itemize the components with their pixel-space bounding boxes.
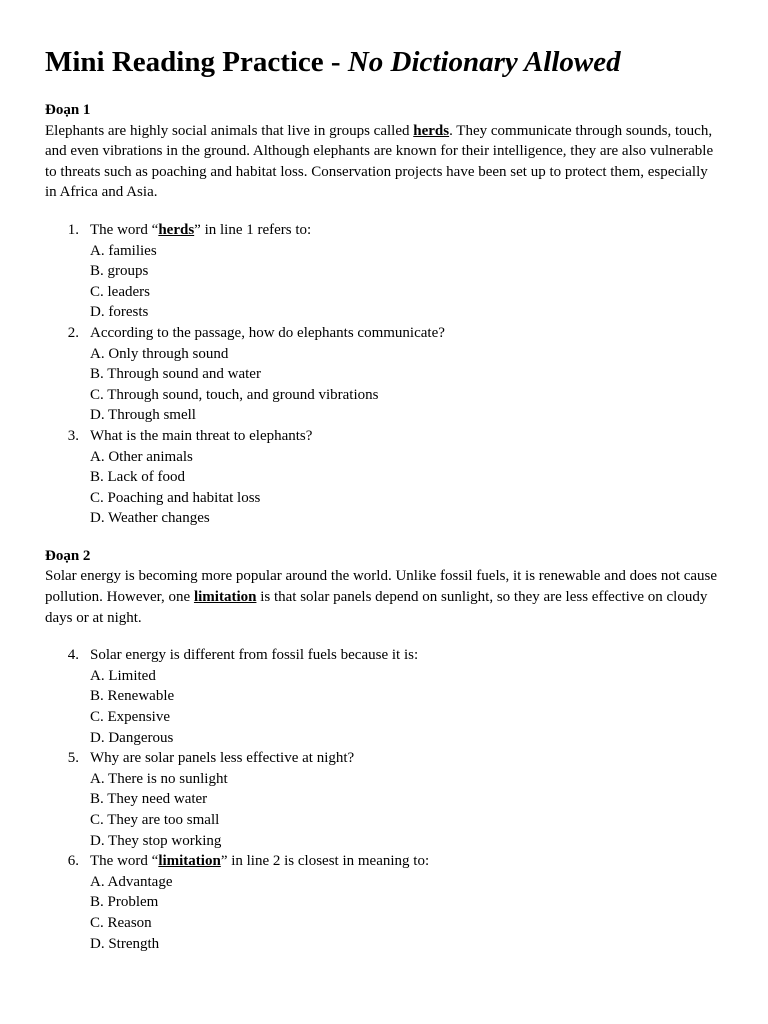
answer-option: C. Poaching and habitat loss <box>90 489 261 506</box>
question-item <box>45 220 723 323</box>
answer-option: B. Lack of food <box>90 469 185 486</box>
answer-option: A. There is no sunlight <box>90 770 228 787</box>
passage <box>45 566 723 628</box>
question-text: According to the passage, how do elephants communicate? <box>90 324 445 341</box>
title-main: Mini Reading Practice - <box>45 46 348 78</box>
answer-option: B. Through sound and water <box>90 366 261 383</box>
passage-text: Solar energy is becoming more popular around the world. Unlike fossil fuels, it is renewable and does not cause pollution. However, one <box>45 568 718 606</box>
question-text-part: The word “ <box>90 853 159 870</box>
answer-option: A. Advantage <box>90 873 173 890</box>
passage <box>45 121 723 203</box>
question-number: 2. <box>67 324 79 341</box>
question-text-part: ” in line 2 is closest in meaning to: <box>220 853 430 870</box>
section-heading: Đoạn 2 <box>45 547 91 564</box>
passage-text: . They communicate through sounds, touch, and even vibrations in the ground. Although elephants are known for their intelligence, they are also vulnerable to threats such as poaching and habitat loss. Conservation projects have been set up to protect them, especially in Africa and Asia. <box>45 122 714 201</box>
section-heading: Đoạn 1 <box>45 102 91 118</box>
answer-option: A. Other animals <box>90 448 193 465</box>
question-number: 4. <box>67 647 79 664</box>
answer-option: B. Problem <box>90 894 159 911</box>
question-keyword: limitation <box>158 853 221 870</box>
answer-option: C. Through sound, touch, and ground vibrations <box>90 386 379 403</box>
answer-option: C. They are too small <box>90 812 220 828</box>
page-title <box>45 44 723 80</box>
question-list <box>45 645 723 954</box>
title-italic: No Dictionary Allowed <box>347 46 621 78</box>
question-text <box>90 222 311 238</box>
question-text: What is the main threat to elephants? <box>90 427 313 444</box>
question-item <box>45 748 723 851</box>
passage-keyword: herds <box>413 122 450 139</box>
question-number: 5. <box>67 750 79 767</box>
question-number: 6. <box>67 853 79 870</box>
answer-option: A. Limited <box>90 667 156 684</box>
passage-keyword: limitation <box>193 589 257 606</box>
passage-text: Elephants are highly social animals that live in groups called <box>45 122 414 139</box>
question-text: Solar energy is different from fossil fuels because it is: <box>90 647 419 664</box>
question-text-part: ” in line 1 refers to: <box>194 221 312 238</box>
answer-option: D. Dangerous <box>90 729 174 746</box>
answer-option: C. Reason <box>90 914 152 931</box>
answer-option: A. Only through sound <box>90 345 229 362</box>
question-item <box>45 851 723 954</box>
answer-option: C. Expensive <box>90 709 170 726</box>
question-text-part: The word “ <box>90 221 159 238</box>
question-number: 1. <box>67 221 79 238</box>
answer-option: C. leaders <box>90 283 150 300</box>
question-keyword: herds <box>158 221 195 238</box>
answer-option: A. families <box>90 242 157 259</box>
question-item <box>45 426 723 529</box>
question-text <box>90 853 429 869</box>
answer-option: D. Through smell <box>90 407 196 424</box>
question-item <box>45 645 723 748</box>
question-list <box>45 220 723 529</box>
answer-option: D. They stop working <box>90 832 222 849</box>
answer-option: D. forests <box>90 304 149 321</box>
question-item <box>45 323 723 426</box>
answer-option: B. Renewable <box>90 688 175 705</box>
question-text: Why are solar panels less effective at night? <box>90 750 355 767</box>
question-number: 3. <box>67 427 79 444</box>
answer-option: D. Weather changes <box>90 510 210 527</box>
section-2 <box>45 546 723 954</box>
answer-option: B. groups <box>90 263 149 280</box>
answer-option: B. They need water <box>90 791 208 808</box>
passage-text: is that solar panels depend on sunlight, so they are less effective on cloudy days or at night. <box>45 589 708 626</box>
section-1 <box>45 100 723 529</box>
answer-option: D. Strength <box>90 935 160 952</box>
